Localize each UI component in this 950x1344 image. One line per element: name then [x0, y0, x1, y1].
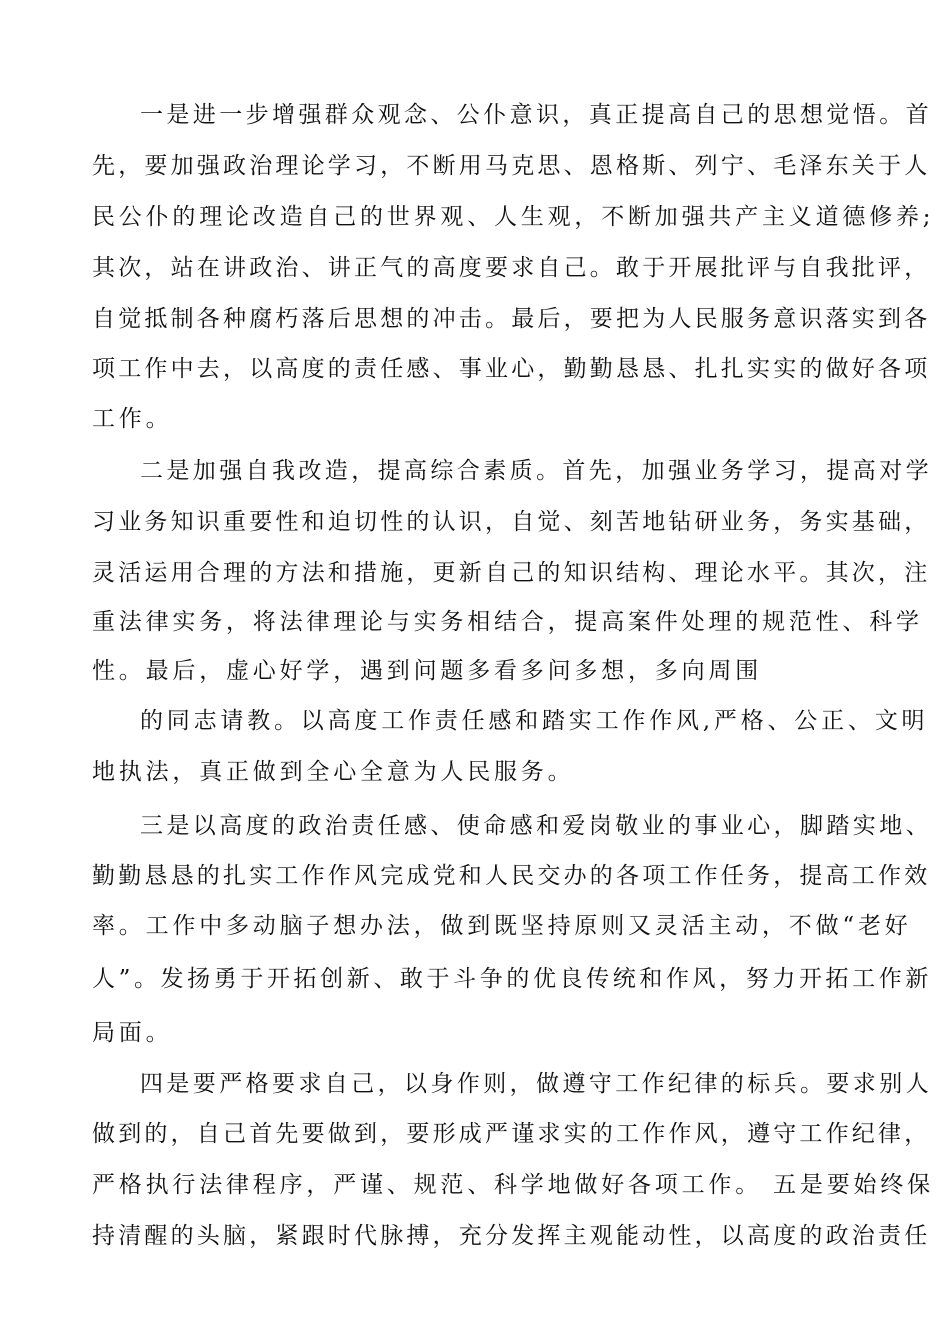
paragraph-3-line-2: 地执法，真正做到全心全意为人民服务。 — [92, 759, 575, 785]
paragraph-5-line-4: 持清醒的头脑，紧跟时代脉搏，充分发挥主观能动性，以高度的政治责任 — [92, 1223, 931, 1249]
paragraph-2-line-1: 二是加强自我改造，提高综合素质。首先，加强业务学习，提高对学 — [140, 458, 932, 484]
paragraph-1-line-1: 一是进一步增强群众观念、公仆意识，真正提高自己的思想觉悟。首 — [140, 102, 932, 128]
paragraph-5-line-2: 做到的，自己首先要做到，要形成严谨求实的工作作风，遵守工作纪律， — [92, 1121, 931, 1147]
paragraph-2-line-3: 灵活运用合理的方法和措施，更新自己的知识结构、理论水平。其次，注 — [92, 560, 931, 586]
paragraph-3-line-1: 的同志请教。以高度工作责任感和踏实工作作风,严格、公正、文明 — [140, 708, 929, 734]
paragraph-2-line-2: 习业务知识重要性和迫切性的认识，自觉、刻苦地钻研业务，务实基础， — [92, 509, 931, 535]
paragraph-5-line-1: 四是要严格要求自己，以身作则，做遵守工作纪律的标兵。要求别人 — [140, 1071, 932, 1097]
paragraph-1-line-2: 先，要加强政治理论学习，不断用马克思、恩格斯、列宁、毛泽东关于人 — [92, 153, 931, 179]
paragraph-2-line-5: 性。最后，虚心好学，遇到问题多看多问多想，多向周围 — [92, 658, 762, 684]
paragraph-4-line-2: 勤勤恳恳的扎实工作作风完成党和人民交办的各项工作任务，提高工作效 — [92, 863, 931, 889]
paragraph-4-line-1: 三是以高度的政治责任感、使命感和爱岗敬业的事业心，脚踏实地、 — [140, 813, 932, 839]
paragraph-1-line-3: 民公仆的理论改造自己的世界观、人生观，不断加强共产主义道德修养; — [92, 204, 935, 230]
paragraph-4-line-4: 人”。发扬勇于开拓创新、敢于斗争的优良传统和作风，努力开拓工作新 — [92, 966, 932, 992]
paragraph-1-line-6: 项工作中去，以高度的责任感、事业心，勤勤恳恳、扎扎实实的做好各项 — [92, 356, 931, 382]
paragraph-2-line-4: 重法律实务，将法律理论与实务相结合，提高案件处理的规范性、科学 — [92, 609, 923, 635]
paragraph-5-line-3: 严格执行法律程序，严谨、规范、科学地做好各项工作。 五是要始终保 — [92, 1172, 934, 1198]
paragraph-1-line-5: 自觉抵制各种腐朽落后思想的冲击。最后，要把为人民服务意识落实到各 — [92, 306, 931, 332]
paragraph-1-line-4: 其次，站在讲政治、讲正气的高度要求自己。敢于开展批评与自我批评， — [92, 255, 931, 281]
paragraph-4-line-5: 局面。 — [92, 1020, 173, 1046]
paragraph-1-line-7: 工作。 — [92, 406, 173, 432]
paragraph-4-line-3: 率。工作中多动脑子想办法，做到既坚持原则又灵活主动，不做“老好 — [92, 913, 912, 939]
